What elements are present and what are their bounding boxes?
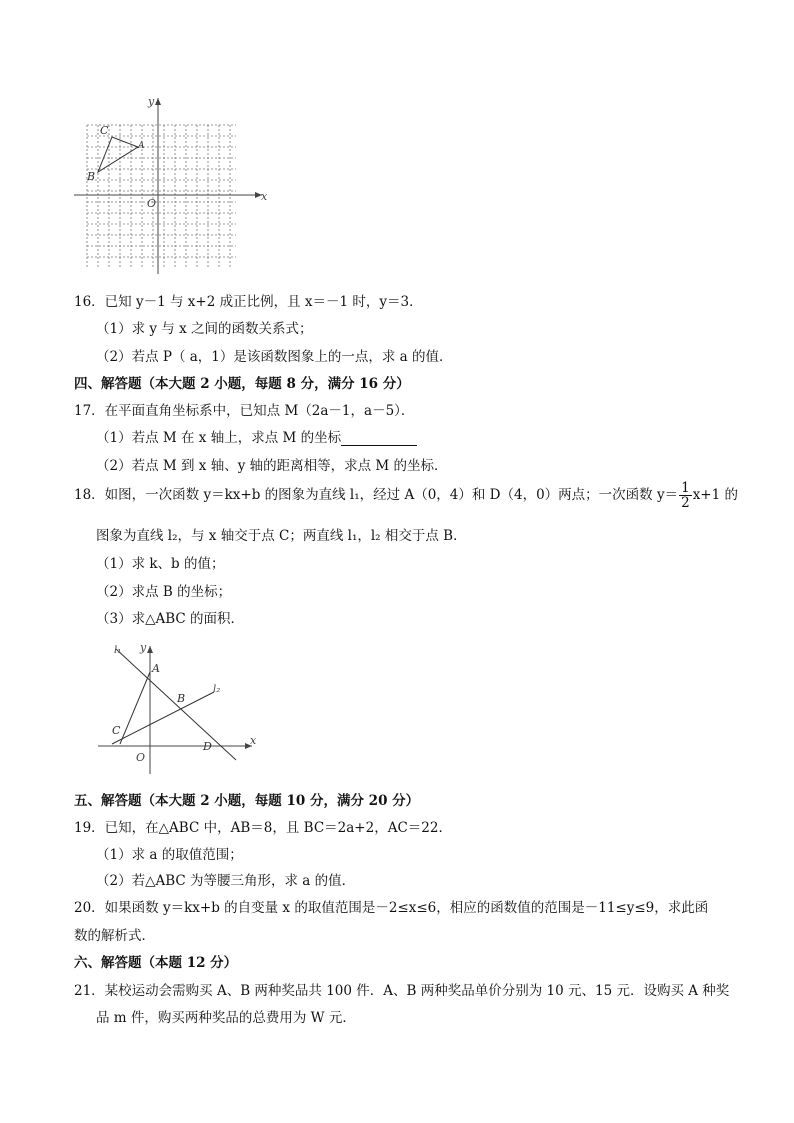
point-c-label: C	[100, 124, 109, 137]
line-l1	[116, 649, 236, 760]
q18-part3: （3）求△ABC 的面积．	[96, 611, 245, 627]
q19-stem: 19．已知，在△ABC 中，AB＝8，且 BC＝2a+2，AC＝22．	[74, 820, 452, 836]
line-l2	[112, 692, 214, 744]
q20-line2: 数的解析式．	[74, 928, 155, 944]
q18-part2: （2）求点 B 的坐标；	[96, 584, 232, 600]
q21-line1: 21．某校运动会需购买 A、B 两种奖品共 100 件．A、B 两种奖品单价分别为 10 元、15 元．设购买 A 种奖	[74, 983, 730, 999]
q19-part2: （2）若△ABC 为等腰三角形，求 a 的值．	[96, 873, 356, 889]
q18-stem-line2: 图象为直线 l₂，与 x 轴交于点 C；两直线 l₁，l₂ 相交于点 B．	[96, 528, 467, 544]
section-4-heading: 四、解答题（本大题 2 小题，每题 8 分，满分 16 分）	[74, 376, 410, 392]
q18-stem-b: x+1 的	[692, 487, 738, 503]
segment-ca	[120, 672, 150, 744]
q21-line2: 品 m 件，购买两种奖品的总费用为 W 元．	[96, 1010, 356, 1026]
q17-part1	[96, 426, 417, 446]
l2-label: l₂	[213, 684, 221, 695]
y-axis-label: y	[140, 641, 147, 654]
triangle-abc	[98, 137, 138, 172]
origin-label: O	[147, 197, 157, 210]
y-axis-label: y	[148, 95, 155, 108]
y-axis-arrow	[155, 98, 161, 105]
point-d-label: D	[203, 740, 212, 753]
l1-label: l₁	[114, 645, 122, 656]
y-axis-arrow	[147, 646, 153, 653]
q18-stem	[74, 481, 738, 510]
q17-part1-text: （1）若点 M 在 x 轴上，求点 M 的坐标	[96, 430, 342, 446]
point-c-label: C	[112, 724, 121, 737]
answer-blank	[341, 431, 417, 446]
section-5-heading: 五、解答题（本大题 2 小题，每题 10 分，满分 20 分）	[74, 793, 420, 809]
fraction-numerator: 1	[681, 480, 690, 496]
point-a-label: A	[152, 662, 160, 675]
origin-label: O	[136, 751, 146, 764]
q17-stem: 17．在平面直角坐标系中，已知点 M（2a－1，a－5）．	[74, 403, 415, 419]
q16-stem: 16．已知 y－1 与 x+2 成正比例，且 x＝－1 时，y＝3．	[74, 294, 423, 310]
q20-line1: 20．如果函数 y＝kx+b 的自变量 x 的取值范围是－2≤x≤6，相应的函数值的范围是－11≤y≤9，求此函	[74, 900, 709, 916]
grid-lines	[87, 125, 236, 268]
point-b-label: B	[177, 692, 186, 705]
fraction-denominator: 2	[681, 495, 690, 511]
point-a-label: A	[138, 141, 145, 151]
q17-part2: （2）若点 M 到 x 轴、y 轴的距离相等，求点 M 的坐标．	[96, 458, 448, 474]
fraction-one-half	[679, 481, 692, 510]
x-axis-label: x	[250, 734, 257, 747]
q18-stem-a: 18．如图，一次函数 y＝kx+b 的图象为直线 l₁，经过 A（0，4）和 D（4，0）两点；一次函数 y＝	[74, 487, 679, 503]
figure-two-lines	[92, 640, 262, 776]
q18-part1: （1）求 k、b 的值；	[96, 556, 225, 572]
section-6-heading: 六、解答题（本题 12 分）	[74, 955, 238, 971]
q16-part1: （1）求 y 与 x 之间的函数关系式；	[96, 321, 313, 337]
x-axis-label: x	[261, 190, 268, 203]
figure-grid-triangle	[70, 92, 270, 274]
q19-part1: （1）求 a 的取值范围；	[96, 847, 243, 863]
point-b-label: B	[87, 170, 96, 183]
q16-part2: （2）若点 P（ a，1）是该函数图象上的一点，求 a 的值．	[96, 349, 453, 365]
